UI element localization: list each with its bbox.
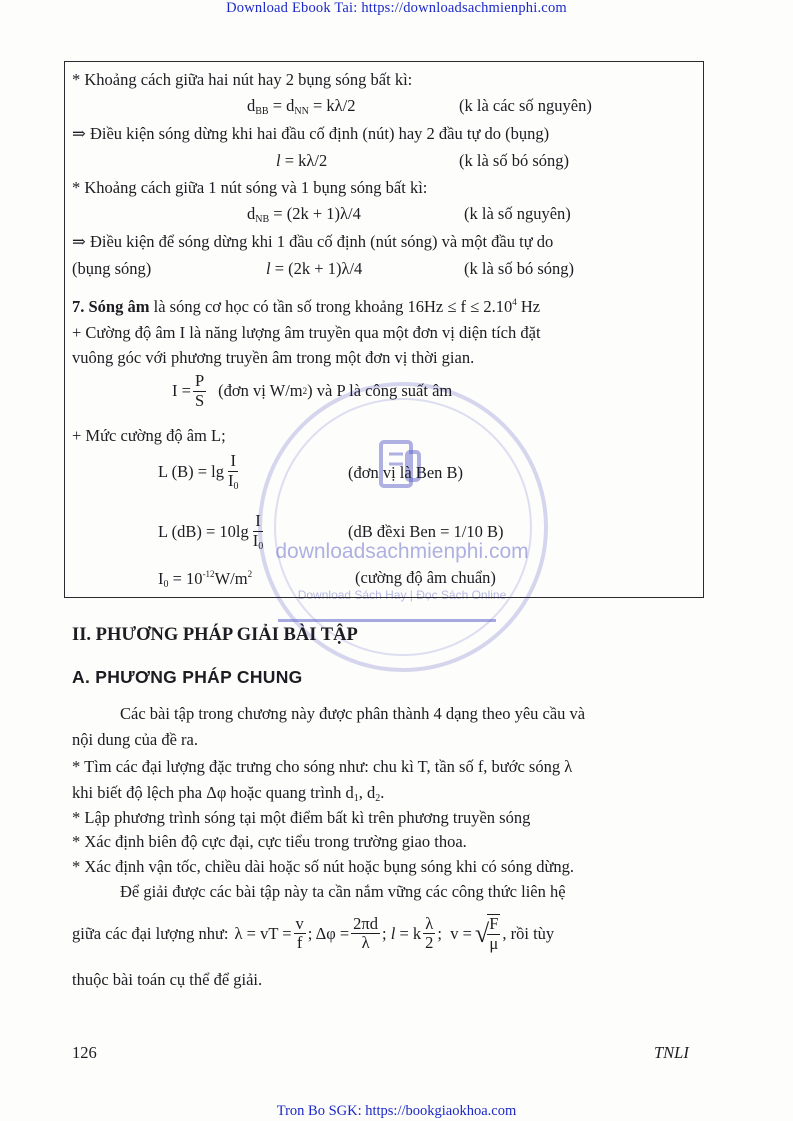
formula-ldb: L (dB) = 10lg $\frac{I}{I_0}$ [158,511,264,552]
formula-i0-note: (cường độ âm chuẩn) [355,568,496,587]
section-7-unit: Hz [520,297,541,316]
bullet-3: * Xác định biên độ cực đại, cực tiểu trong trường giao thoa. [72,832,467,851]
bullet-1b: khi biết độ lệch pha Δφ hoặc quang trình $d_1$, $d_2$. [72,783,385,804]
formula-dbb-note: (k là các số nguyên) [459,96,592,115]
bottom-sgk-link[interactable]: Tron Bo SGK: https://bookgiaokhoa.com [276,1103,517,1119]
para-3-pre: giữa các đại lượng như: [72,923,229,943]
section-7-line [72,298,540,316]
section-heading-ii: II. PHƯƠNG PHÁP GIẢI BÀI TẬP [72,625,358,645]
intensity-unit: (đơn vị W/m [218,381,303,401]
box-line-1: * Khoảng cách giữa hai nút hay 2 bụng sóng bất kì: [72,70,413,89]
formula-lb-note: (đơn vị là Ben B) [348,463,464,482]
box-line-5: * Khoảng cách giữa 1 nút sóng và 1 bụng sóng bất kì: [72,178,428,197]
watermark-site: downloadsachmienphi.com [275,540,529,563]
para-1: Các bài tập trong chương này được phân thành 4 dạng theo yêu cầu và [120,704,586,723]
bullet-1: * Tìm các đại lượng đặc trưng cho sóng như: chu kì T, tần số f, bước sóng λ [72,757,573,776]
formula-l1: l = kλ/2 [276,151,328,170]
section-7-exp: 4 [512,297,517,307]
formula-dnb-note: (k là số nguyên) [464,204,571,223]
para-1b: nội dung của đề ra. [72,730,198,749]
bullet-1b-text: khi biết độ lệch pha Δφ hoặc quang trình d [72,783,354,802]
formula-l2-note: (k là số bó sóng) [464,259,574,278]
formula-dnb: $d_{NB} = (2k + 1)\lambda/4$ [247,204,361,225]
box-line-7: ⇒ Điều kiện để sóng dừng khi 1 đầu cố định (nút sóng) và một đầu tự do [72,232,554,251]
watermark-tagline: Download Sách Hay | Đọc Sách Online [297,588,507,602]
formula-lb: L (B) = lg $\frac{I}{I_0}$ [158,451,239,492]
formula-intensity: I = $\frac{P}{S}$ (đơn vị W/m 2 ) và P là công suất âm [172,371,453,410]
watermark-rule [278,619,496,622]
box-line-8-pre: (bụng sóng) [72,259,152,278]
formula-l2: l = (2k + 1)λ/4 [266,259,363,278]
intensity-line-1: + Cường độ âm I là năng lượng âm truyền qua một đơn vị diện tích đặt [72,323,541,342]
section-heading-a: A. PHƯƠNG PHÁP CHUNG [72,667,303,687]
intensity-line-2: vuông góc với phương truyền âm trong một đơn vị thời gian. [72,348,475,367]
para-3-formulas: giữa các đại lượng như: λ = vT = $\frac{v}{f}$ ; Δφ = $\frac{2\pi d}{\lambda}$ ; l = k $\frac{\lambda}{2}$ ; v = √ $\frac{F}{\mu}$ , rồi tùy [72,913,555,953]
para-3-post: , rồi tùy [502,923,555,943]
box-line-3: ⇒ Điều kiện sóng dừng khi hai đầu cố định (nút) hay 2 đầu tự do (bụng) [72,124,550,143]
para-2: Để giải được các bài tập này ta cần nắm vững các công thức liên hệ [120,882,566,901]
formula-i0: $I_0 = 10^{-12}W/m^2$ [158,569,253,590]
page-number: 126 [72,1043,97,1062]
bullet-2: * Lập phương trình sóng tại một điểm bất kì trên phương truyền sóng [72,808,531,827]
formula-l1-note: (k là số bó sóng) [459,151,569,170]
bullet-4: * Xác định vận tốc, chiều dài hoặc số nút hoặc bụng sóng khi có sóng dừng. [72,857,575,876]
section-7-text: là sóng cơ học có tần số trong khoảng 16Hz ≤ f ≤ 2.10 [153,297,513,316]
level-line: + Mức cường độ âm L; [72,426,226,445]
book-mark: TNLI [654,1043,689,1062]
para-4: thuộc bài toán cụ thể để giải. [72,970,263,989]
formula-ldb-note: (dB đềxi Ben = 1/10 B) [348,522,504,541]
formula-dbb: $d_{BB} = d_{NN} = k\lambda/2$ [247,96,356,117]
intensity-unit-2: ) và P là công suất âm [307,381,453,401]
top-download-link[interactable]: Download Ebook Tai: https://downloadsachmienphi.com [226,0,567,16]
section-7-title: 7. Sóng âm [72,297,150,316]
